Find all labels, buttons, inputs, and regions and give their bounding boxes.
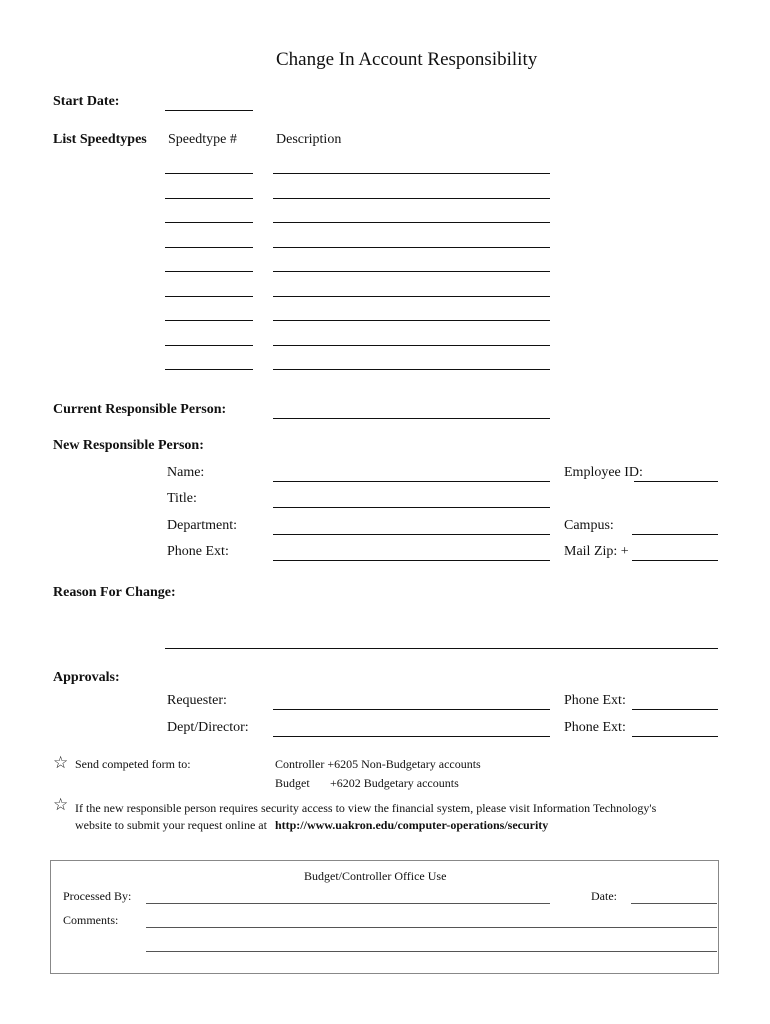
- start-date-field[interactable]: [165, 110, 253, 111]
- speedtype-column-header: Speedtype #: [168, 132, 237, 147]
- employee-id-label: Employee ID:: [564, 465, 643, 480]
- security-note-line1: If the new responsible person requires security access to view the financial system, please visit Information Technology's: [75, 801, 657, 815]
- comments-label: Comments:: [63, 913, 119, 927]
- speedtype-number-field[interactable]: [165, 222, 253, 223]
- phone-ext-label: Phone Ext:: [167, 544, 229, 559]
- current-person-label: Current Responsible Person:: [53, 402, 227, 417]
- star-icon: ☆: [53, 753, 69, 773]
- speedtype-description-field[interactable]: [273, 296, 550, 297]
- director-label: Dept/Director:: [167, 720, 249, 735]
- send-to-controller: Controller +6205 Non-Budgetary accounts: [275, 757, 481, 771]
- security-url-link[interactable]: http://www.uakron.edu/computer-operations/security: [274, 818, 549, 832]
- speedtype-description-field[interactable]: [273, 369, 550, 370]
- processed-by-label: Processed By:: [63, 889, 132, 903]
- speedtype-number-field[interactable]: [165, 320, 253, 321]
- reason-label: Reason For Change:: [53, 585, 176, 600]
- security-note-line2: [75, 818, 548, 833]
- approvals-label: Approvals:: [53, 670, 120, 685]
- speedtype-number-field[interactable]: [165, 198, 253, 199]
- comments-field-line[interactable]: [146, 927, 717, 928]
- comments-field-line[interactable]: [146, 951, 717, 952]
- speedtype-number-field[interactable]: [165, 173, 253, 174]
- date-label: Date:: [591, 889, 617, 903]
- title-label: Title:: [167, 491, 197, 506]
- requester-phone-label: Phone Ext:: [564, 693, 626, 708]
- requester-label: Requester:: [167, 693, 227, 708]
- requester-phone-field[interactable]: [632, 709, 718, 710]
- new-person-label: New Responsible Person:: [53, 438, 204, 453]
- mail-zip-field[interactable]: [632, 560, 718, 561]
- speedtypes-label: List Speedtypes: [53, 132, 147, 147]
- director-field[interactable]: [273, 736, 550, 737]
- star-icon: ☆: [53, 795, 69, 815]
- phone-ext-field[interactable]: [273, 560, 550, 561]
- campus-label: Campus:: [564, 518, 614, 533]
- reason-field[interactable]: [165, 648, 718, 649]
- office-use-title: Budget/Controller Office Use: [304, 869, 447, 883]
- director-phone-label: Phone Ext:: [564, 720, 626, 735]
- title-field[interactable]: [273, 507, 550, 508]
- department-label: Department:: [167, 518, 237, 533]
- current-person-field[interactable]: [273, 418, 550, 419]
- speedtype-number-field[interactable]: [165, 369, 253, 370]
- speedtype-description-field[interactable]: [273, 320, 550, 321]
- employee-id-field[interactable]: [634, 481, 718, 482]
- speedtype-description-field[interactable]: [273, 173, 550, 174]
- start-date-label: Start Date:: [53, 94, 120, 109]
- speedtype-description-field[interactable]: [273, 222, 550, 223]
- director-phone-field[interactable]: [632, 736, 718, 737]
- speedtype-number-field[interactable]: [165, 271, 253, 272]
- speedtype-number-field[interactable]: [165, 345, 253, 346]
- speedtype-description-field[interactable]: [273, 345, 550, 346]
- department-field[interactable]: [273, 534, 550, 535]
- description-column-header: Description: [276, 132, 342, 147]
- send-to-label: Send competed form to:: [75, 757, 191, 771]
- speedtype-description-field[interactable]: [273, 247, 550, 248]
- speedtype-number-field[interactable]: [165, 296, 253, 297]
- name-field[interactable]: [273, 481, 550, 482]
- security-note-prefix: website to submit your request online at: [75, 818, 267, 832]
- speedtype-description-field[interactable]: [273, 271, 550, 272]
- campus-field[interactable]: [632, 534, 718, 535]
- speedtype-number-field[interactable]: [165, 247, 253, 248]
- date-field[interactable]: [631, 903, 717, 904]
- requester-field[interactable]: [273, 709, 550, 710]
- mail-zip-label: Mail Zip: +: [564, 544, 629, 559]
- page-title: Change In Account Responsibility: [276, 49, 538, 70]
- processed-by-field[interactable]: [146, 903, 550, 904]
- send-to-budget-name: Budget: [275, 776, 310, 790]
- speedtype-description-field[interactable]: [273, 198, 550, 199]
- send-to-budget-detail: +6202 Budgetary accounts: [330, 776, 459, 790]
- name-label: Name:: [167, 465, 205, 480]
